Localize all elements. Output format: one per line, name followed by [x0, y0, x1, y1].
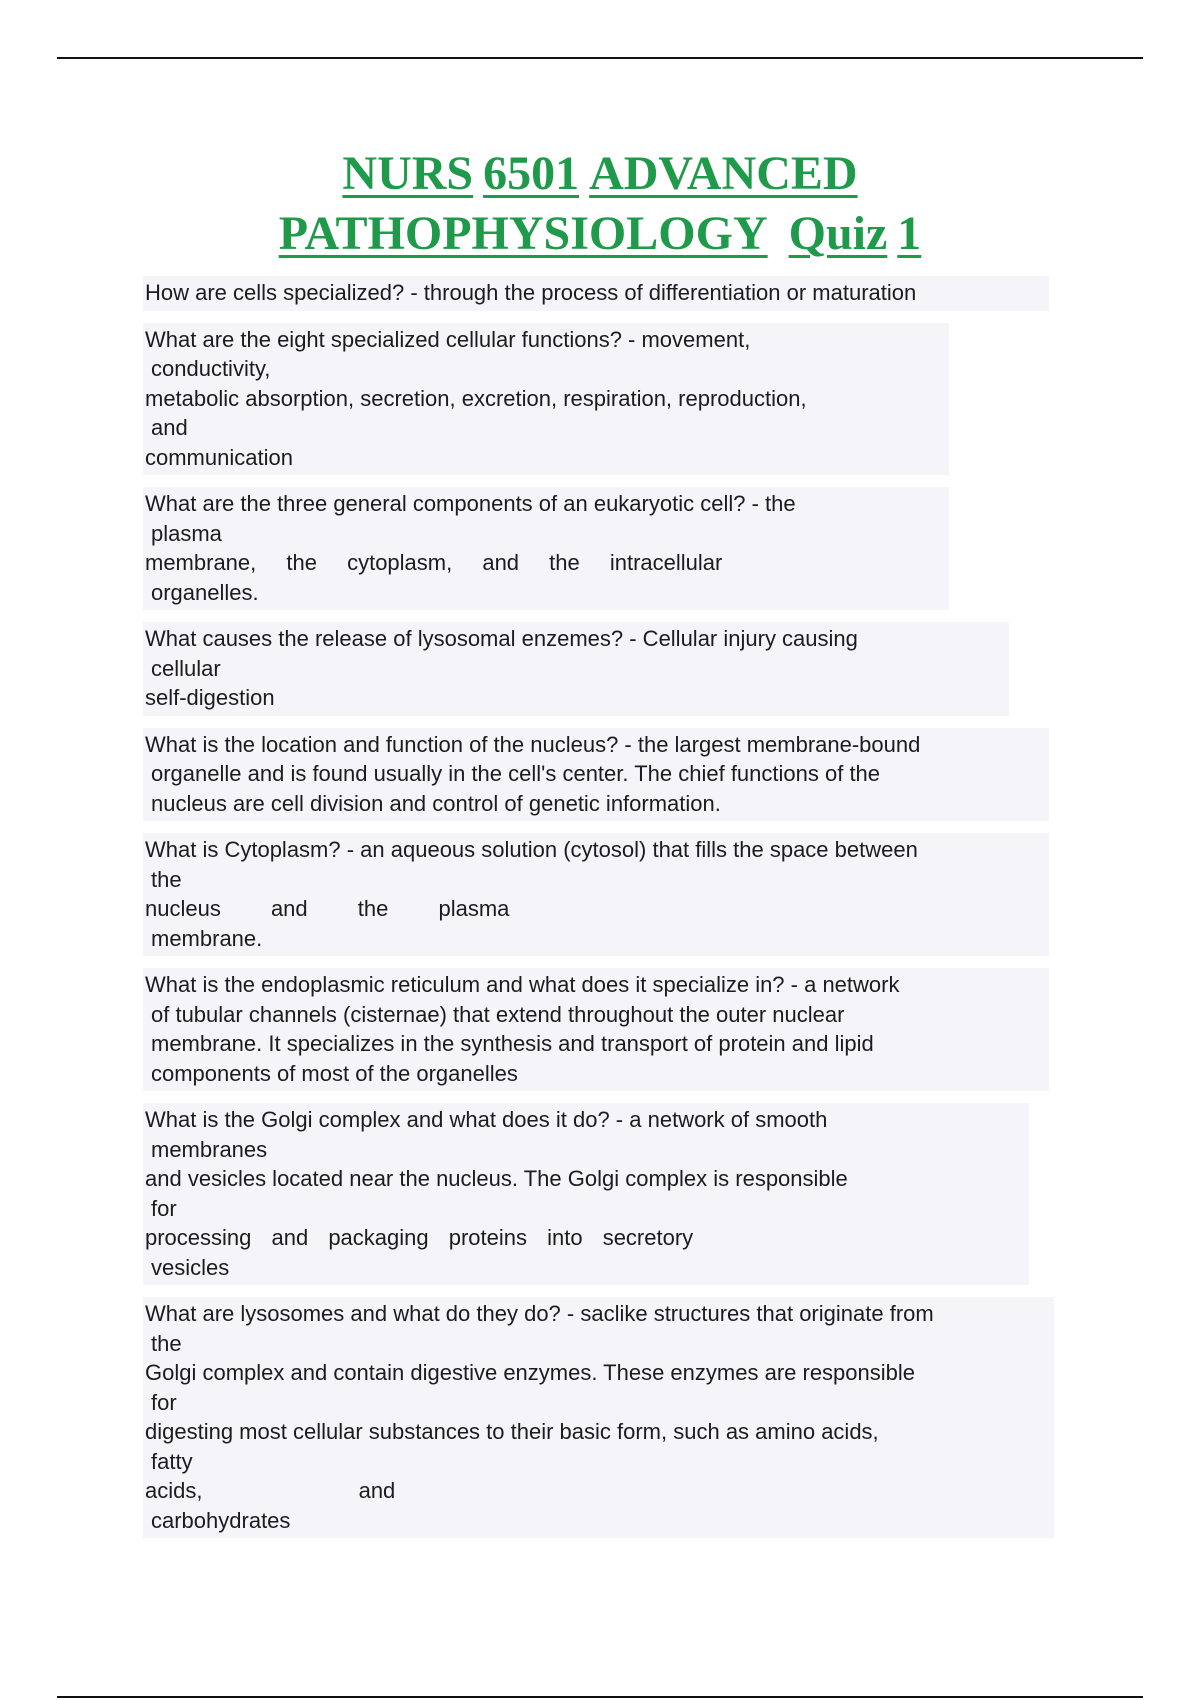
qa-line: What is the location and function of the nucleus? - the largest membrane-bound	[145, 731, 921, 757]
qa-item	[143, 728, 1049, 822]
qa-line: for	[151, 1195, 177, 1221]
qa-line: nucleus are cell division and control of genetic information.	[151, 790, 721, 816]
qa-line: membrane.	[151, 925, 263, 951]
qa-line: fatty	[151, 1448, 193, 1474]
qa-line: organelles.	[151, 579, 259, 605]
qa-line: processing and packaging proteins into secretory	[145, 1225, 694, 1250]
qa-line-text: What are the eight specialized cellular functions? - movement,	[145, 326, 751, 352]
top-rule	[57, 57, 1143, 59]
qa-line: What are the three general components of an eukaryotic cell? - the	[145, 491, 796, 516]
qa-item	[143, 833, 1049, 956]
title-word: NURS	[342, 147, 474, 200]
qa-line: What is the Golgi complex and what does it do? - a network of smooth	[145, 1107, 828, 1132]
qa-line: the	[151, 1330, 182, 1356]
qa-line: How are cells specialized? - through the process of differentiation or maturation	[145, 280, 917, 305]
qa-item	[143, 1103, 1029, 1285]
qa-item	[143, 968, 1049, 1091]
qa-line: carbohydrates	[151, 1507, 291, 1533]
title-word: 1	[897, 207, 922, 260]
qa-line: digesting most cellular substances to their basic form, such as amino acids,	[145, 1419, 879, 1444]
qa-line: metabolic absorption, secretion, excretion, respiration, reproduction,	[145, 385, 807, 411]
qa-line: Golgi complex and contain digestive enzymes. These enzymes are responsible	[145, 1360, 915, 1385]
qa-line: the	[151, 866, 182, 892]
qa-line: and vesicles located near the nucleus. The Golgi complex is responsible	[145, 1166, 848, 1191]
qa-line: for	[151, 1389, 177, 1415]
qa-item	[143, 323, 949, 476]
title-word: 6501	[483, 147, 580, 200]
qa-line: conductivity,	[151, 356, 271, 381]
qa-line: membrane, the cytoplasm, and the intracellular	[145, 550, 723, 575]
qa-line: self-digestion	[145, 685, 275, 710]
qa-item	[143, 487, 949, 610]
qa-line: communication	[145, 444, 293, 470]
bottom-rule	[57, 1696, 1143, 1698]
page-title	[0, 144, 1200, 264]
qa-line: What is Cytoplasm? - an aqueous solution (cytosol) that fills the space between	[145, 837, 918, 862]
qa-item	[143, 276, 1049, 311]
qa-line: membranes	[151, 1136, 268, 1162]
qa-line: organelle and is found usually in the cell's center. The chief functions of the	[151, 761, 881, 786]
title-line-1	[0, 144, 1200, 204]
qa-line: vesicles	[151, 1254, 230, 1280]
title-word: Quiz	[788, 207, 888, 260]
qa-line	[145, 325, 945, 355]
qa-list	[143, 276, 1063, 1550]
qa-line: components of most of the organelles	[151, 1060, 518, 1086]
qa-item	[143, 1297, 1054, 1538]
title-word: ADVANCED	[589, 147, 858, 200]
title-line-2	[0, 204, 1200, 264]
qa-line: What causes the release of lysosomal enzemes? - Cellular injury causing	[145, 626, 858, 651]
qa-line: plasma	[151, 520, 222, 546]
qa-line: What is the endoplasmic reticulum and what does it specialize in? - a network	[145, 972, 900, 997]
qa-line: cellular	[151, 655, 221, 681]
qa-item	[143, 622, 1009, 716]
qa-line: nucleus and the plasma	[145, 896, 510, 921]
title-word: PATHOPHYSIOLOGY	[278, 207, 768, 260]
qa-line: What are lysosomes and what do they do? - saclike structures that originate from	[145, 1301, 934, 1326]
qa-line: of tubular channels (cisternae) that extend throughout the outer nuclear	[151, 1001, 845, 1027]
qa-line: and	[151, 415, 188, 440]
qa-line: acids, and	[145, 1478, 396, 1503]
qa-line: membrane. It specializes in the synthesis and transport of protein and lipid	[151, 1031, 874, 1056]
